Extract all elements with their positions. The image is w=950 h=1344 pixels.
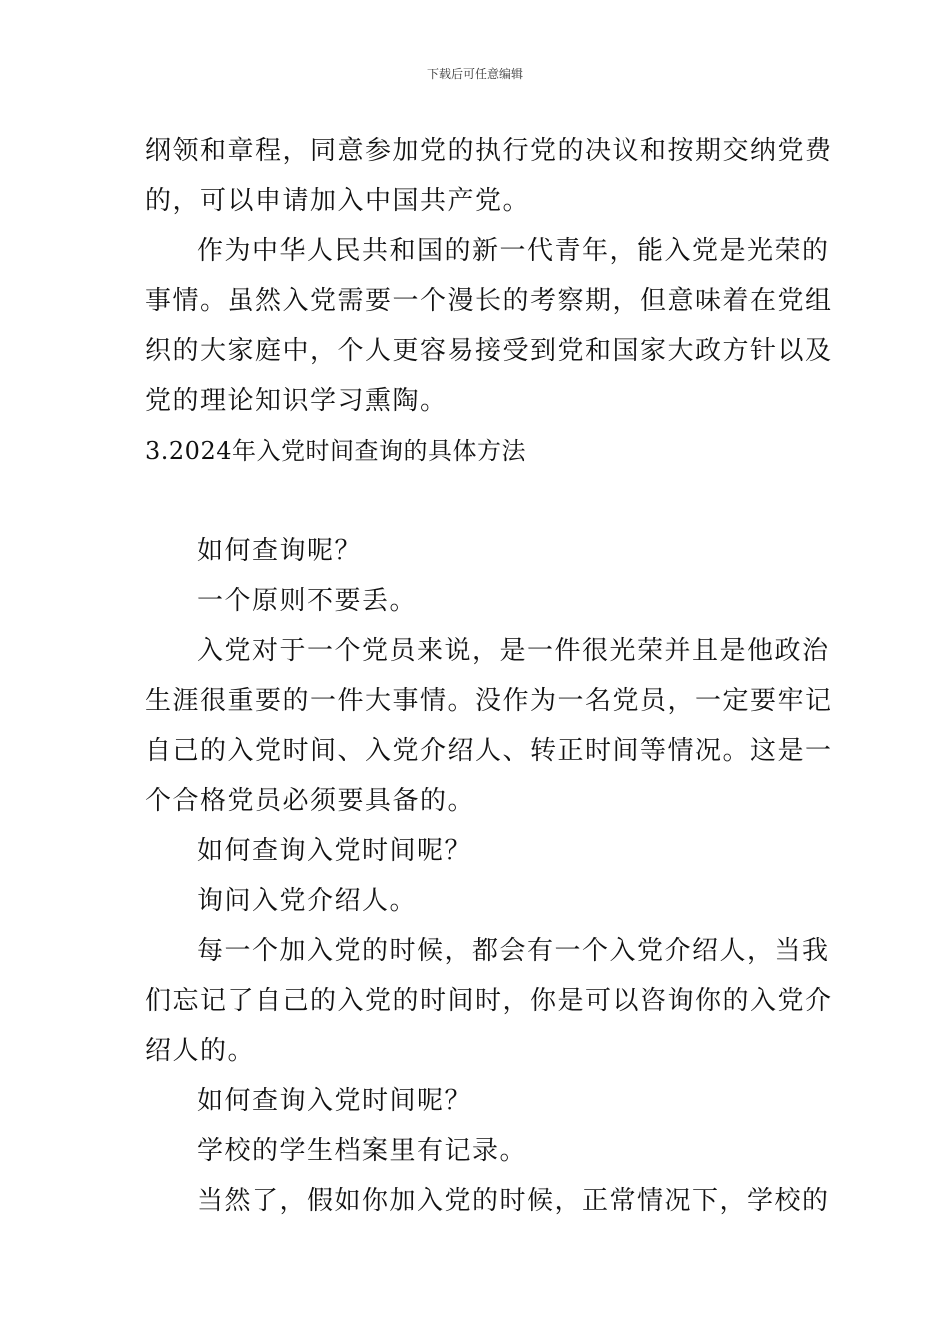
paragraph-line: 一个原则不要丢。 (197, 586, 418, 616)
paragraph-line: 个合格党员必须要具备的。 (145, 786, 476, 816)
paragraph-line: 们忘记了自己的入党的时间时，你是可以咨询你的入党介 (145, 986, 833, 1016)
paragraph-line: 的，可以申请加入中国共产党。 (145, 186, 531, 216)
paragraph-line: 如何查询呢？ (197, 536, 363, 566)
blank-line (145, 476, 810, 526)
paragraph-line: 自己的入党时间、入党介绍人、转正时间等情况。这是一 (145, 736, 833, 766)
paragraph-line: 生涯很重要的一件大事情。没作为一名党员，一定要牢记 (145, 686, 833, 716)
page-header: 下载后可任意编辑 (426, 67, 523, 81)
paragraph-line: 纲领和章程，同意参加党的执行党的决议和按期交纳党费 (145, 136, 833, 166)
paragraph-line: 事情。虽然入党需要一个漫长的考察期，但意味着在党组 (145, 286, 833, 316)
paragraph-line: 询问入党介绍人。 (197, 886, 418, 916)
document-body (145, 126, 833, 1226)
paragraph-line: 作为中华人民共和国的新一代青年，能入党是光荣的 (197, 236, 830, 266)
paragraph-line: 每一个加入党的时候，都会有一个入党介绍人，当我 (197, 936, 830, 966)
paragraph-line: 织的大家庭中，个人更容易接受到党和国家大政方针以及 (145, 336, 833, 366)
paragraph-line: 如何查询入党时间呢？ (197, 836, 473, 866)
section-heading: 3.2024年入党时间查询的具体方法 (145, 437, 526, 465)
paragraph-line: 绍人的。 (145, 1036, 256, 1066)
paragraph-line: 如何查询入党时间呢？ (197, 1086, 473, 1116)
paragraph-line: 学校的学生档案里有记录。 (197, 1136, 528, 1166)
paragraph-line: 入党对于一个党员来说，是一件很光荣并且是他政治 (197, 636, 830, 666)
paragraph-line: 党的理论知识学习熏陶。 (145, 386, 448, 416)
paragraph-line: 当然了，假如你加入党的时候，正常情况下，学校的 (197, 1186, 830, 1216)
